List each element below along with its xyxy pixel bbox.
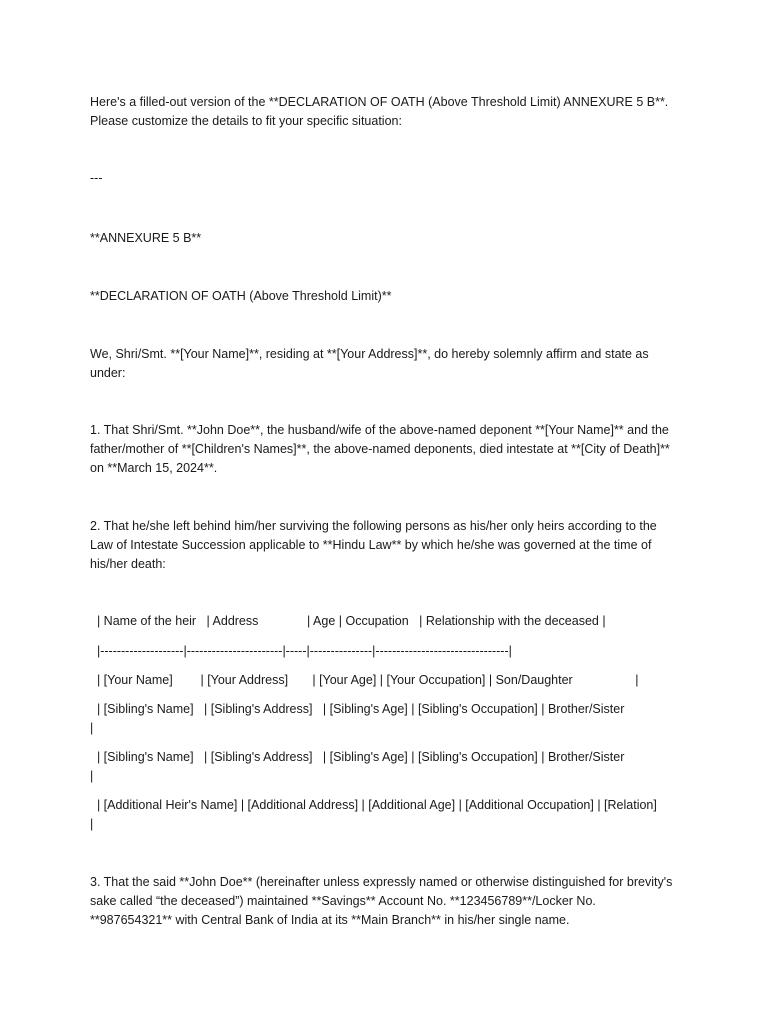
point-three-paragraph: 3. That the said **John Doe** (hereinafter unless expressly named or otherwise distinguished for brevity's sake called “the deceased”) maintained **Savings** Account No. **123456789**/Locker No. **987654321** with Central Bank of India at its **Main Branch** in his/her single name. xyxy=(90,875,676,927)
heirs-table-row: | [Sibling's Name] | [Sibling's Address] | [Sibling's Age] | [Sibling's Occupation] | Brother/Sister | xyxy=(90,750,625,783)
heirs-table-row: | [Additional Heir's Name] | [Additional Address] | [Additional Age] | [Additional Occupation] | [Relation] | xyxy=(90,798,723,831)
heirs-table-row: | [Sibling's Name] | [Sibling's Address] | [Sibling's Age] | [Sibling's Occupation] | Brother/Sister | xyxy=(90,702,625,735)
declaration-title: **DECLARATION OF OATH (Above Threshold Limit)** xyxy=(90,289,392,303)
point-one-paragraph: 1. That Shri/Smt. **John Doe**, the husband/wife of the above-named deponent **[Your Name]** and the father/mother of **[Children's Names]**, the above-named deponents, died intestate at **[City of Death]** on **March 15, 2024**. xyxy=(90,423,674,475)
heirs-table-header: | Name of the heir | Address | Age | Occupation | Relationship with the deceased | xyxy=(90,614,606,628)
intro-paragraph: Here's a filled-out version of the **DECLARATION OF OATH (Above Threshold Limit) ANNEXURE 5 B**. Please customize the details to fit your specific situation: xyxy=(90,95,672,128)
point-two-paragraph: 2. That he/she left behind him/her surviving the following persons as his/her only heirs according to the Law of Intestate Succession applicable to **Hindu Law** by which he/she was governed at the time of his/her death: xyxy=(90,519,661,571)
heirs-table-row: | [Your Name] | [Your Address] | [Your Age] | [Your Occupation] | Son/Daughter | xyxy=(90,673,639,687)
affirmation-paragraph: We, Shri/Smt. **[Your Name]**, residing at **[Your Address]**, do hereby solemnly affirm and state as under: xyxy=(90,347,653,380)
heirs-table-rule: |--------------------|-----------------------|-----|---------------|--------------------------------| xyxy=(90,644,512,658)
separator-line: --- xyxy=(90,171,103,185)
annexure-heading: **ANNEXURE 5 B** xyxy=(90,231,202,245)
